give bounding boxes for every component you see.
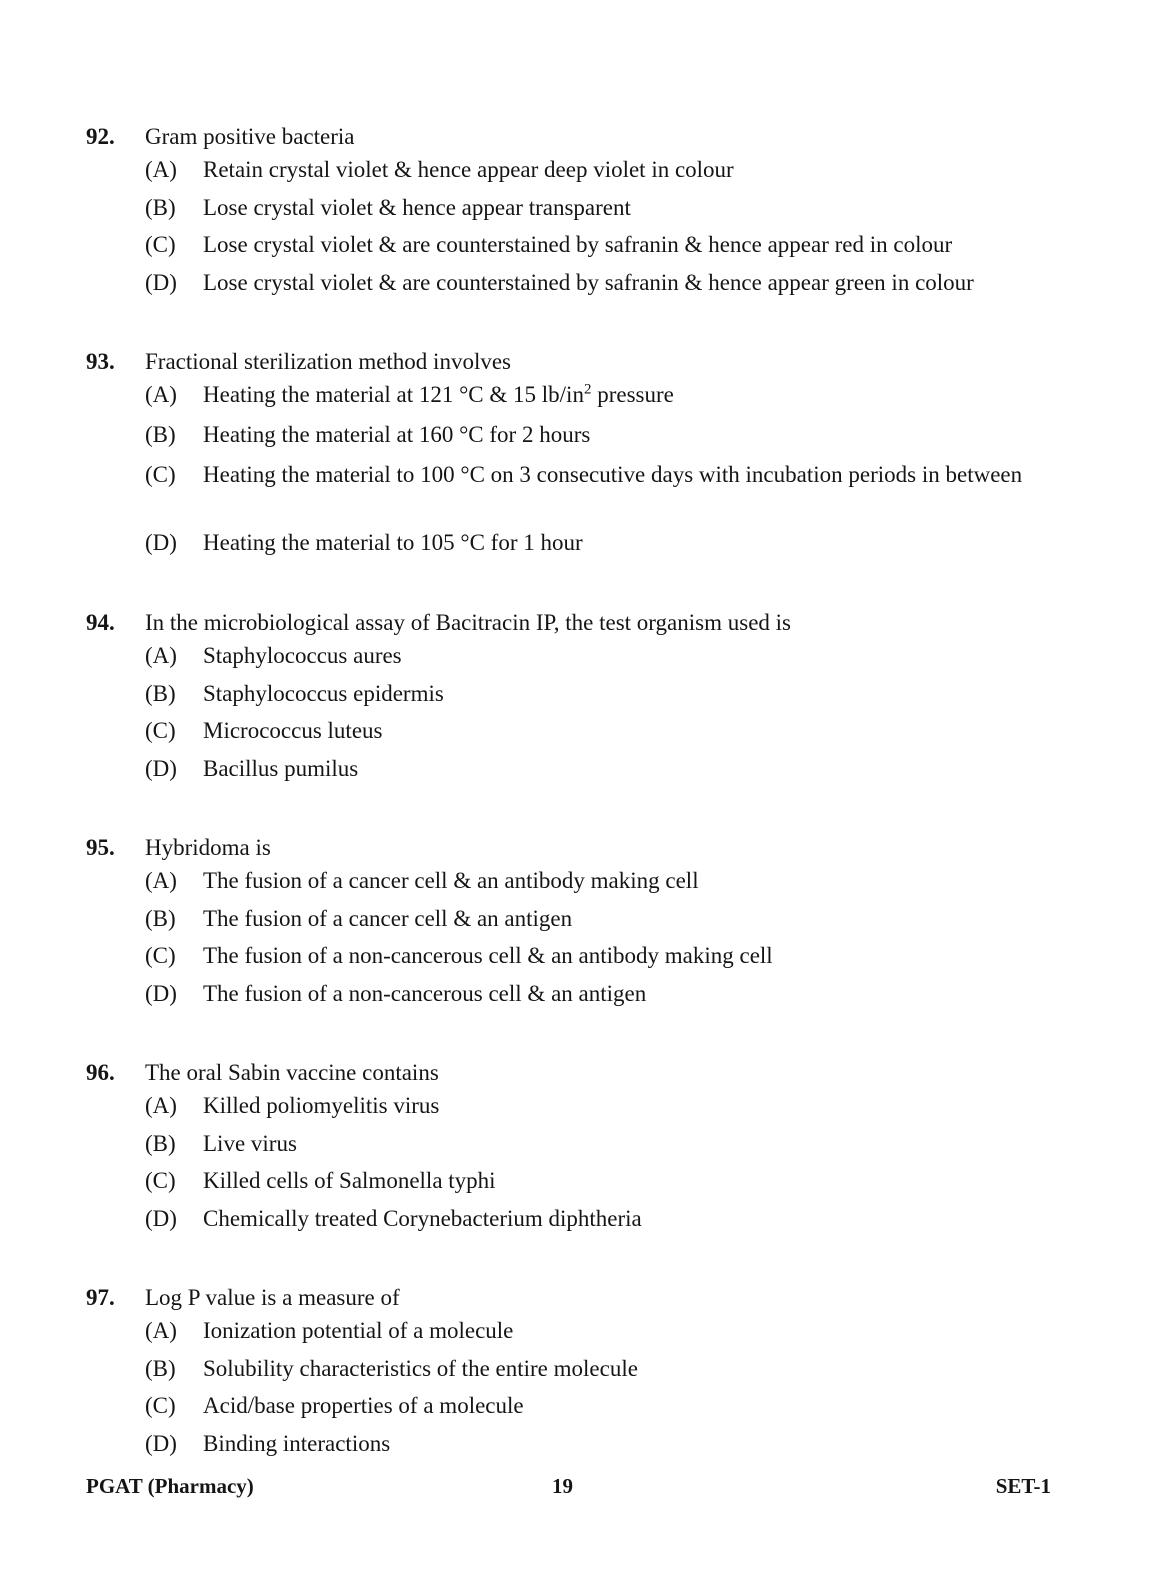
option-d: [86, 754, 1066, 792]
option-text: Heating the material to 100 °C on 3 consecutive days with incubation periods in between: [203, 462, 1023, 487]
option-d: [86, 1204, 1066, 1242]
option-label: (B): [145, 1355, 176, 1381]
option-label: (C): [145, 1393, 176, 1418]
option-label: (B): [145, 1130, 176, 1156]
option-label: (A): [145, 643, 177, 668]
option-c: [86, 1391, 1066, 1429]
question-number: 94.: [86, 610, 115, 635]
question-92: [86, 118, 1066, 305]
question-stem: In the microbiological assay of Bacitracin IP, the test organism used is: [145, 610, 791, 635]
question-stem: Fractional sterilization method involves: [145, 349, 512, 374]
option-label: (C): [145, 943, 176, 968]
option-c: [86, 716, 1066, 754]
question-number: 96.: [86, 1060, 115, 1085]
option-text: Acid/base properties of a molecule: [203, 1393, 524, 1418]
option-text: Retain crystal violet & hence appear deep violet in colour: [203, 157, 734, 182]
option-c: [86, 230, 1066, 268]
option-text: Lose crystal violet & are counterstained by safranin & hence appear red in colour: [203, 232, 953, 257]
option-text: The fusion of a non-cancerous cell & an antigen: [203, 980, 647, 1006]
option-d: [86, 979, 1066, 1017]
question-stem: Log P value is a measure of: [145, 1285, 400, 1310]
option-d: [86, 268, 1066, 306]
option-c: [86, 1166, 1066, 1204]
option-text: Killed cells of Salmonella typhi: [203, 1168, 496, 1193]
question-96: [86, 1054, 1066, 1241]
page-footer: [86, 1472, 1051, 1500]
option-text: The fusion of a cancer cell & an antibody making cell: [203, 868, 699, 893]
option-label: (C): [145, 232, 176, 257]
option-label: (A): [145, 868, 177, 893]
option-c: [86, 460, 1066, 528]
option-label: (D): [145, 980, 177, 1006]
option-label: (D): [145, 269, 177, 295]
question-95: [86, 829, 1066, 1016]
option-a: [86, 155, 1066, 193]
option-a: [86, 380, 1066, 420]
option-b: [86, 904, 1066, 942]
option-text: Binding interactions: [203, 1430, 391, 1456]
option-text: Solubility characteristics of the entire molecule: [203, 1355, 638, 1381]
option-label: (C): [145, 462, 176, 487]
option-text: Staphylococcus aures: [203, 643, 402, 668]
option-text: Bacillus pumilus: [203, 755, 359, 781]
question-number: 92.: [86, 124, 115, 149]
option-a: [86, 1316, 1066, 1354]
option-text: Live virus: [203, 1130, 297, 1156]
set-code: SET-1: [995, 1474, 1051, 1498]
option-label: (D): [145, 755, 177, 781]
option-label: (B): [145, 194, 176, 220]
option-d: [86, 528, 1066, 566]
option-text: Chemically treated Corynebacterium diphtheria: [203, 1205, 642, 1231]
option-label: (D): [145, 1430, 177, 1456]
option-label: (B): [145, 422, 176, 447]
option-text-main: Heating the material at 121 °C & 15 lb/in: [203, 382, 584, 407]
option-label: (A): [145, 382, 177, 407]
option-b: [86, 1129, 1066, 1167]
question-number: 93.: [86, 349, 115, 374]
option-b: [86, 1354, 1066, 1392]
option-text: The fusion of a non-cancerous cell & an antibody making cell: [203, 943, 773, 968]
option-text: Lose crystal violet & hence appear transparent: [203, 194, 631, 220]
option-label: (D): [145, 1205, 177, 1231]
superscript: 2: [583, 381, 592, 398]
option-a: [86, 1091, 1066, 1129]
question-number: 95.: [86, 835, 115, 860]
option-text: Heating the material to 105 °C for 1 hour: [203, 530, 583, 555]
option-text: [203, 380, 1138, 409]
question-stem: Hybridoma is: [145, 835, 271, 860]
exam-name: PGAT (Pharmacy): [86, 1474, 254, 1498]
option-label: (A): [145, 1093, 177, 1118]
page-number: 19: [552, 1474, 573, 1498]
question-stem: Gram positive bacteria: [145, 124, 355, 149]
option-label: (C): [145, 718, 176, 743]
option-d: [86, 1429, 1066, 1467]
option-text: Staphylococcus epidermis: [203, 680, 444, 706]
option-text: Ionization potential of a molecule: [203, 1318, 514, 1343]
option-label: (B): [145, 680, 176, 706]
option-label: (C): [145, 1168, 176, 1193]
question-94: [86, 604, 1066, 791]
option-label: (D): [145, 530, 177, 555]
option-label: (B): [145, 905, 176, 931]
option-text: The fusion of a cancer cell & an antigen: [203, 905, 573, 931]
option-text: Lose crystal violet & are counterstained by safranin & hence appear green in colour: [203, 269, 974, 295]
question-stem: The oral Sabin vaccine contains: [145, 1060, 439, 1085]
option-label: (A): [145, 1318, 177, 1343]
option-a: [86, 641, 1066, 679]
option-text-end: pressure: [591, 382, 674, 407]
option-label: (A): [145, 157, 177, 182]
option-b: [86, 679, 1066, 717]
question-number: 97.: [86, 1285, 115, 1310]
option-a: [86, 866, 1066, 904]
option-text: Micrococcus luteus: [203, 718, 383, 743]
option-c: [86, 941, 1066, 979]
option-text: Heating the material at 160 °C for 2 hours: [203, 422, 591, 447]
question-97: [86, 1279, 1066, 1466]
option-text: Killed poliomyelitis virus: [203, 1093, 440, 1118]
question-93: [86, 343, 1066, 566]
option-b: [86, 193, 1066, 231]
option-b: [86, 420, 1066, 460]
